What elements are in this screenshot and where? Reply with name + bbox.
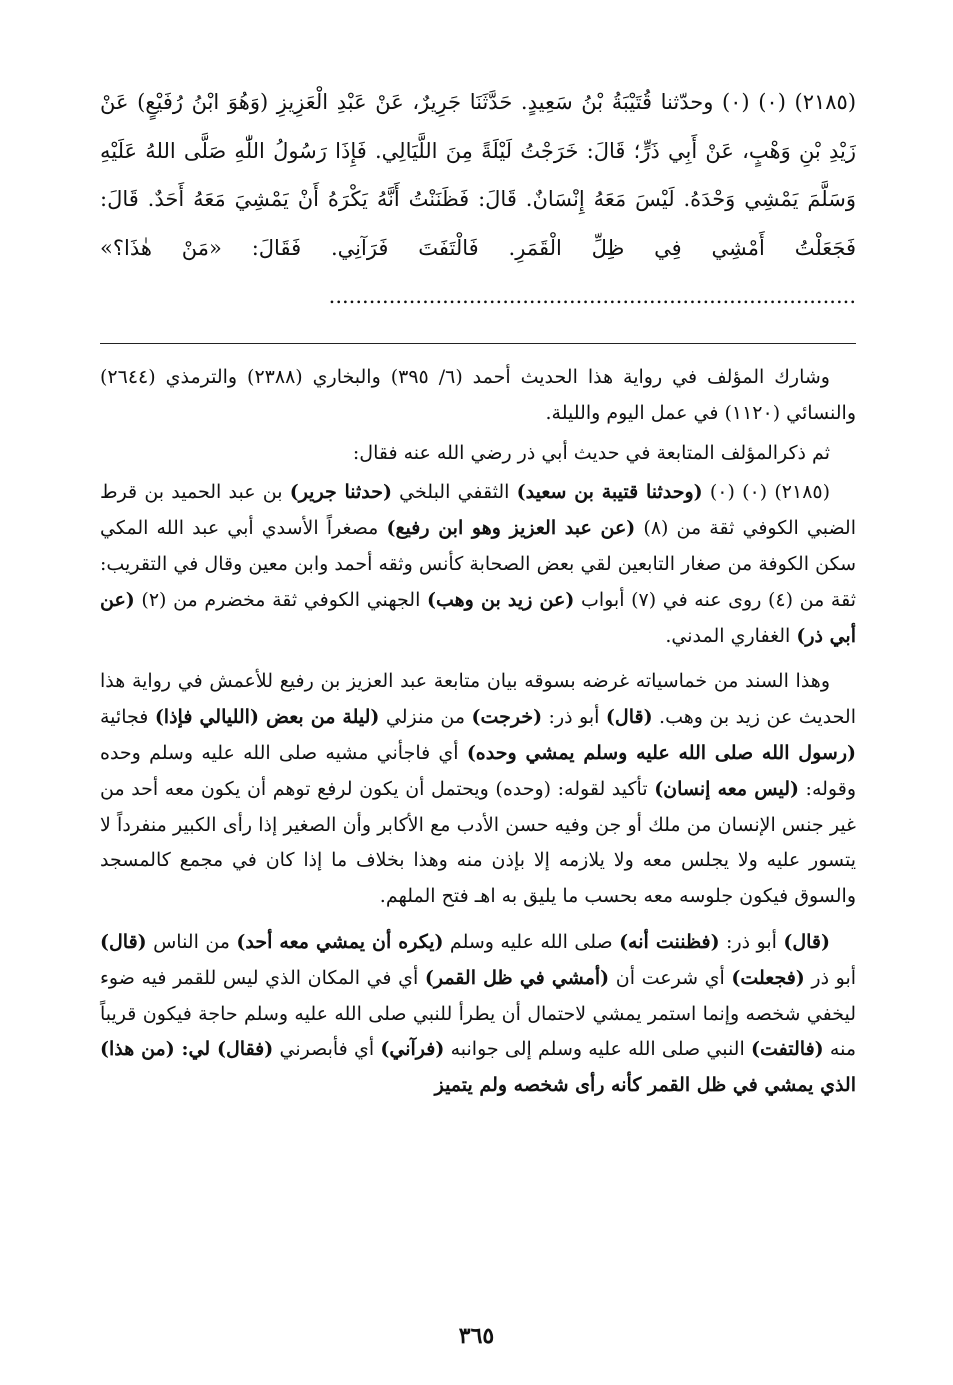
text-run-1: أبو ذر:: [719, 930, 784, 953]
text-run-6: مصغراً الأسدي أبي عبد الله المكي سكن الكوفة من صغار التابعين لقي بعض الصحابة كأنس وثقه أحمد وابن معين وقال في التقريب: ثقة من (٤) روى عنه في (٧) أبواب: [100, 517, 856, 611]
hadith-line-5: «مَنْ هٰذَا؟»: [100, 235, 222, 260]
text-run-10: تأكيد لقوله: (وحده) ويحتمل أن يكون لرفع توهم أن يكون معه أحد من غير جنس الإنسان من ملك أو جن وفيه حسن الأدب مع الأكابر وأن الصغير إذا رأى الكبير منفرداً لا يتسور عليه ولا يجلس معه ولا يلازمه إلا بإذن منه وهذا بخلاف ما إذا كان في مجمع كالمسجد والسوق فيكون جلوسه معه بحسب ما يليق به اهـ فتح الملهم.: [100, 777, 856, 908]
text-run-15: أي فأبصرني: [273, 1038, 381, 1061]
text-run-4: بن عبد الحميد بن قرط الضبي الكوفي ثقة من (٨): [100, 481, 856, 540]
bold-run-9: (عن أبي ذر): [100, 588, 856, 647]
hadith-line-4: يَكْرَهُ أَنْ يَمْشِيَ مَعَهُ أَحَدٌ. قَالَ: فَجَعَلْتُ أَمْشِي فِي ظِلِّ الْقَمَرِ. فَالْتَفَتَ فَرَآنِي. فَقَالَ:: [100, 187, 856, 260]
hadith-line-3: رَسُولُ اللّٰهِ صَلَّى اللهُ عَلَيْهِ وَسَلَّمَ يَمْشِي وَحْدَهُ. لَيْسَ مَعَهُ إِنْسَانٌ. قَالَ: فَظَنَنْتُ أَنَّهُ: [100, 138, 856, 211]
bold-run-16: (فقال) لي: (من هذا) الذي يمشي في ظل القمر كأنه رأى شخصه ولم يتميز: [100, 1038, 856, 1097]
text-run-8: أي فاجأني مشيه صلى الله عليه وسلم وحده وقوله:: [100, 741, 856, 800]
commentary-paragraph-5: [100, 925, 856, 1104]
text-run-13: النبي صلى الله عليه وسلم إلى جوانبه: [444, 1038, 751, 1061]
commentary-block: [100, 360, 856, 1114]
bold-run-9: (ليس معه إنسان): [654, 777, 799, 800]
text-run-8: الجهني الكوفي ثقة مخضرم من (٢): [134, 588, 427, 611]
text-run-5: من الناس: [146, 930, 237, 953]
footnote-separator: [100, 343, 856, 344]
text-run-3: صلى الله عليه وسلم: [443, 930, 620, 953]
bold-run-1: (وحدثنا قتيبة بن سعيد): [516, 481, 703, 504]
text-run-6: فجائية: [100, 706, 155, 729]
bold-run-3: (حدثنا جرير): [289, 481, 392, 504]
text-run-2: أبو ذر:: [542, 706, 606, 729]
bold-run-4: (يكره أن يمشي معه أحد): [236, 930, 444, 953]
bold-run-3: (خرجت): [471, 706, 543, 729]
text-run-7: أبو ذر: [804, 966, 857, 989]
page-number: ٣٦٥: [458, 1323, 495, 1349]
commentary-paragraph-3: [100, 475, 856, 654]
bold-run-7: (رسول الله صلى الله عليه وسلم يمشي وحده): [466, 741, 856, 764]
commentary-paragraph-2: ثم ذكرالمؤلف المتابعة في حديث أبي ذر رضي الله عنه فقال:: [352, 441, 830, 464]
text-run-0: (٢١٨٥) (٠) (٠): [702, 481, 831, 504]
text-run-0: وهذا السند من خماسياته غرضه بسوقه بيان متابعة عبد العزيز بن رفيع للأعمش في رواية هذا الحديث عن زيد بن وهب.: [100, 670, 856, 729]
hadith-text: [100, 78, 856, 321]
bold-run-1: (قال): [605, 706, 653, 729]
text-run-2: الثقفي البلخي: [391, 481, 517, 504]
bold-run-2: (فظننت أنه): [619, 930, 720, 953]
bold-run-5: (ليلة من بعض (الليالي فإذا): [154, 706, 380, 729]
text-run-10: الغفاري المدني.: [665, 624, 797, 647]
bold-run-8: (فجعلت): [731, 966, 805, 989]
hadith-block: [100, 78, 856, 321]
bold-run-10: (أمشي في ظل القمر): [424, 966, 610, 989]
continuation-dots: ...............................................................................: [328, 284, 856, 308]
bold-run-5: (عن عبد العزيز وهو ابن رفيع): [386, 517, 636, 540]
text-run-4: من منزلي: [379, 706, 472, 729]
bold-run-6: (قال): [100, 930, 147, 953]
bold-run-14: (فرآني): [380, 1038, 445, 1061]
text-run-9: أي شرعت أن: [609, 966, 732, 989]
hadith-line-2: ابْنُ رُفَيْعٍ) عَنْ زَيْدِ بْنِ وَهْبٍ، عَنْ أَبِي ذَرٍّ؛ قَالَ: خَرَجْتُ لَيْلَةً مِنَ اللَّيَالِي. فَإِذَا: [100, 90, 856, 163]
bold-run-0: (قال): [783, 930, 830, 953]
bold-run-7: (عن زيد بن وهب): [426, 588, 575, 611]
commentary-paragraph-1: وشارك المؤلف في رواية هذا الحديث أحمد (٦/ ٣٩٥) والبخاري (٢٣٨٨) والترمذي (٢٦٤٤) والنسائي (١١٢٠) في عمل اليوم والليلة.: [100, 366, 856, 424]
text-run-11: أي في المكان الذي ليس للقمر فيه ضوء ليخفي شخصه وإنما استمر يمشي لاحتمال أن يطرأ للنبي صلى الله عليه وسلم حاجة فيكون قريباً منه: [100, 966, 857, 1061]
commentary-paragraph-4: [100, 664, 856, 915]
bold-run-12: (فالتفت): [751, 1038, 824, 1061]
hadith-line-1: (٢١٨٥) (٠) (٠) وحدّثنا قُتَيْبَةُ بْنُ سَعِيدٍ. حَدَّثَنَا جَرِيرٌ، عَنْ عَبْدِ الْعَزِيزِ (وَهُوَ: [227, 90, 857, 114]
